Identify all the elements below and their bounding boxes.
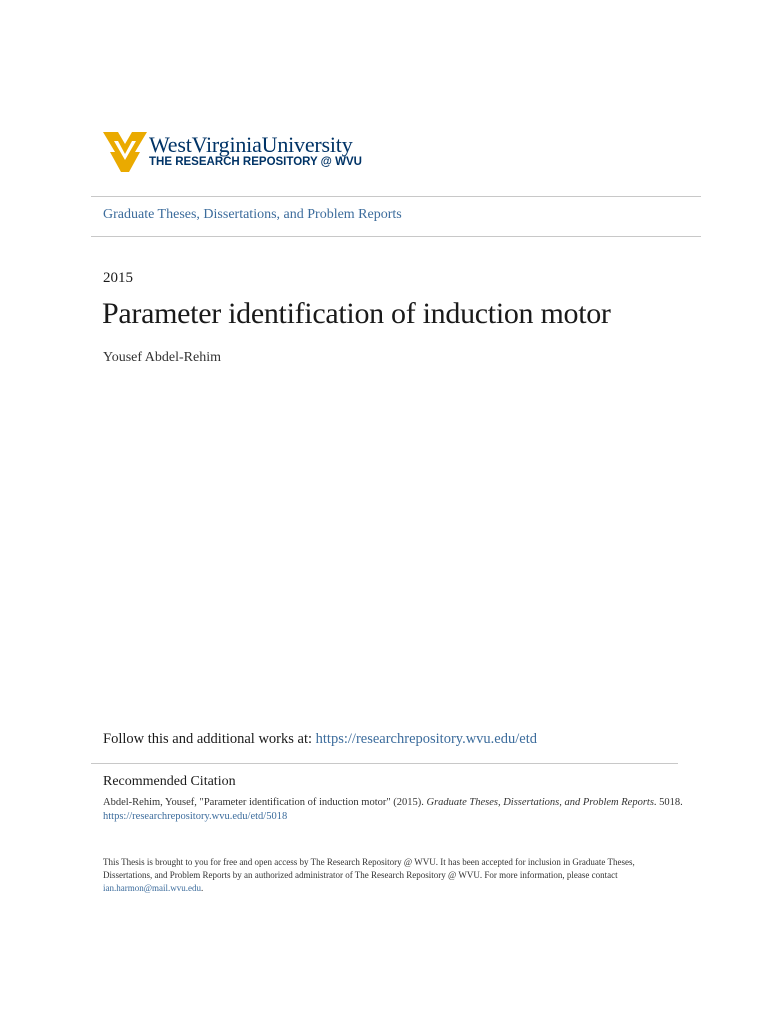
divider-bottom <box>91 236 701 237</box>
repository-name: THE RESEARCH REPOSITORY @ WVU <box>149 156 362 168</box>
divider-top <box>91 196 701 197</box>
university-name: WestVirginiaUniversity <box>149 132 353 157</box>
wvu-flying-wv-logo-icon <box>103 132 149 178</box>
wvu-logo <box>103 132 383 178</box>
contact-email-link[interactable]: ian.harmon@mail.wvu.edu <box>103 883 202 893</box>
notice-line-2: Dissertations, and Problem Reports by an authorized administrator of The Research Repository @ WVU. For more information, please contact <box>103 870 618 880</box>
publication-year: 2015 <box>103 270 133 286</box>
divider-citation <box>91 763 678 764</box>
access-notice <box>103 856 703 895</box>
notice-line-1: This Thesis is brought to you for free and open access by The Research Repository @ WVU. It has been accepted for inclusion in Graduate Theses, <box>103 857 635 867</box>
citation-link[interactable]: https://researchrepository.wvu.edu/etd/5018 <box>103 811 288 822</box>
citation-series: Graduate Theses, Dissertations, and Problem Reports <box>426 797 654 808</box>
series-link[interactable]: Graduate Theses, Dissertations, and Problem Reports <box>103 207 402 222</box>
document-author: Yousef Abdel-Rehim <box>103 350 221 365</box>
notice-email-tail: . <box>201 883 204 893</box>
follow-link[interactable]: https://researchrepository.wvu.edu/etd <box>315 731 537 747</box>
citation-text: Abdel-Rehim, Yousef, "Parameter identification of induction motor" (2015). <box>103 797 427 808</box>
follow-line <box>103 731 537 748</box>
document-title: Parameter identification of induction motor <box>102 297 611 330</box>
citation-tail: . 5018. <box>653 797 683 808</box>
follow-label: Follow this and additional works at: <box>103 731 316 747</box>
citation-block <box>103 796 703 824</box>
recommended-citation-heading: Recommended Citation <box>103 774 236 789</box>
